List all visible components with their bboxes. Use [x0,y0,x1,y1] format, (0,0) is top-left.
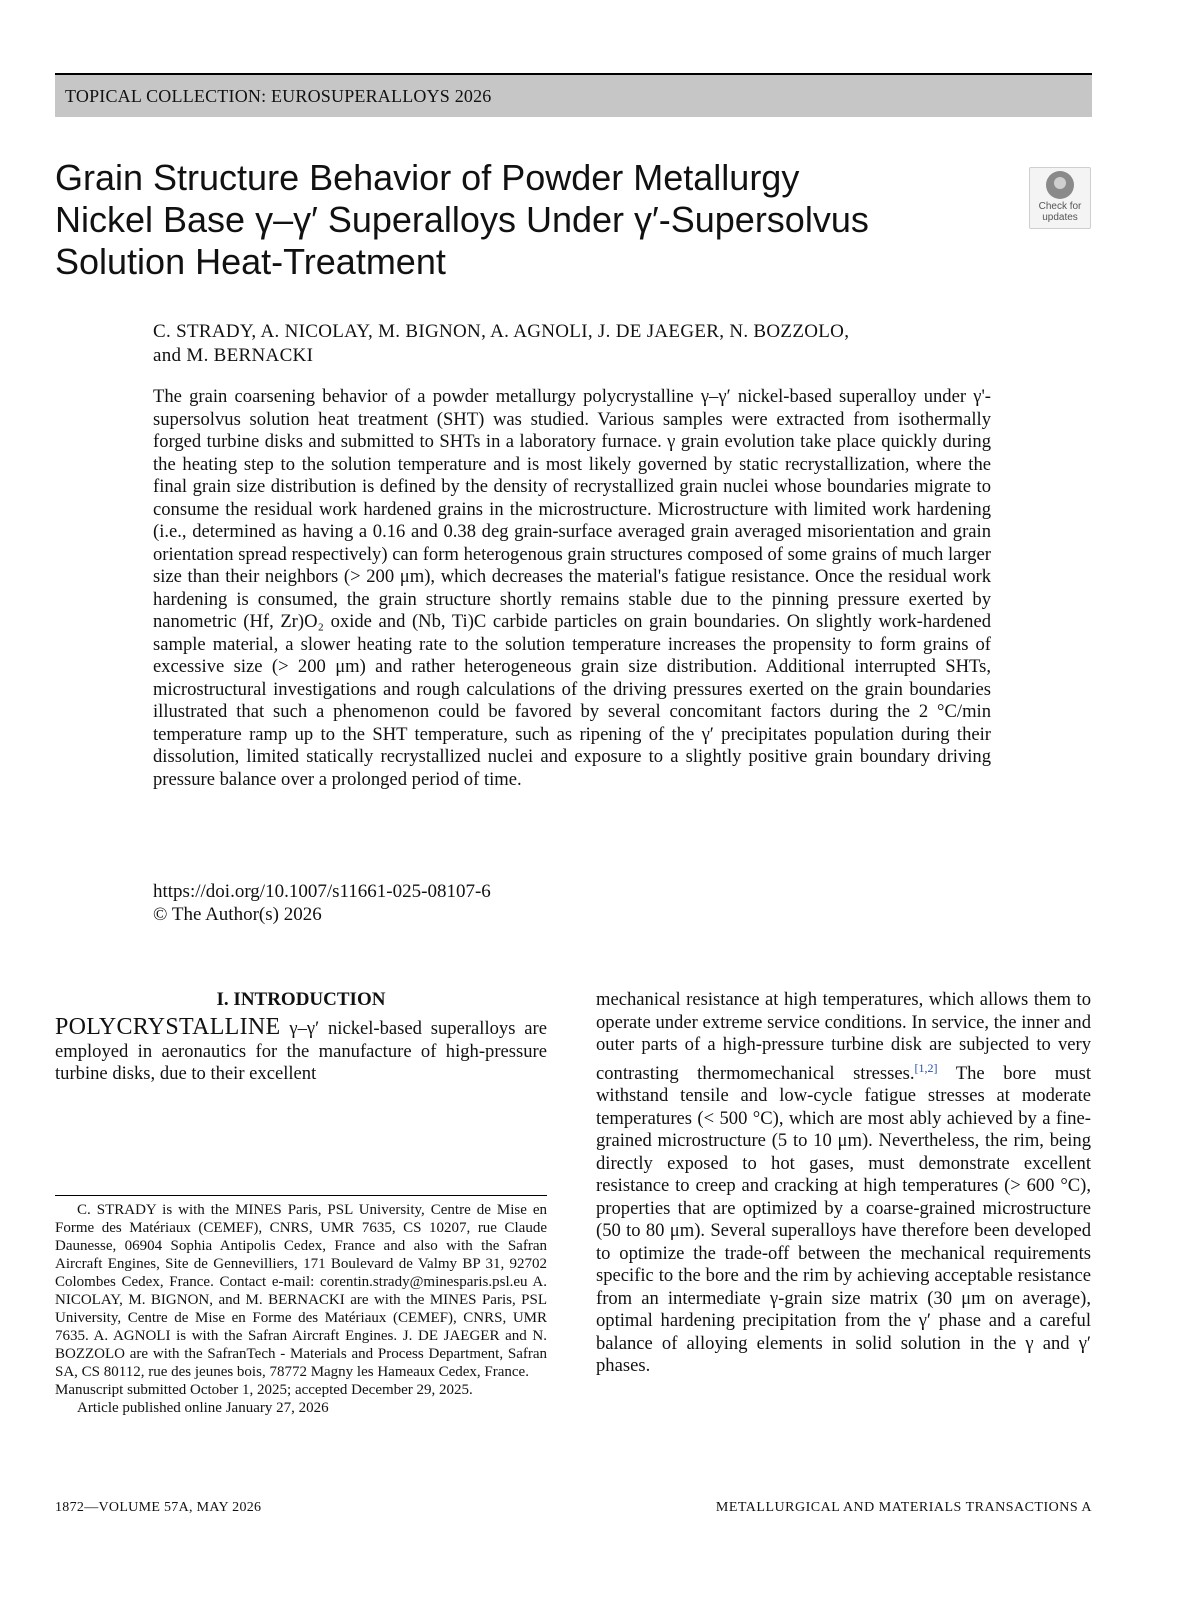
check-updates-icon [1046,171,1074,199]
footnote-affiliations: C. STRADY is with the MINES Paris, PSL University, Centre de Mise en Forme des Matériaux (CEMEF), CNRS, UMR 7635, CS 10207, rue Claude Daunesse, 06904 Sophia Antipolis Cedex, France and also with the Safran Aircraft Engines, Site de Gennevilliers, 171 Boulevard de Valmy BP 31, 92702 Colombes Cedex, France. Contact e-mail: corentin.strady@minesparis.psl.eu A. NICOLAY, M. BIGNON, and M. BERNACKI are with the MINES Paris, PSL University, Centre de Mise en Forme des Matériaux (CEMEF), CNRS, UMR 7635. A. AGNOLI is with the Safran Aircraft Engines. J. DE JAEGER and N. BOZZOLO are with the SafranTech - Materials and Process Department, Safran SA, CS 80112, rue des jeunes bois, 78772 Magny les Hameaux Cedex, France. [55,1202,547,1380]
intro-right-column [596,989,1091,1378]
title-line-2: Nickel Base γ–γ′ Superalloys Under γ′-Supersolvus [55,199,869,240]
title-line-1: Grain Structure Behavior of Powder Metallurgy [55,157,800,198]
footnote-published: Article published online January 27, 2026 [77,1400,329,1416]
footer-volume: 1872—VOLUME 57A, MAY 2026 [55,1500,262,1515]
intro-right-text-b: The bore must withstand tensile and low-cycle fatigue stresses at moderate temperatures (< 500 °C), which are most ably achieved by a fine-grained microstructure (5 to 10 μm). Nevertheless, the rim, being directly exposed to hot gases, must demonstrate excellent resistance to creep and cracking at high temperatures (> 600 °C), properties that are optimized by a coarse-grained microstructure (50 to 80 μm). Several superalloys have therefore been developed to optimize the trade-off between the mechanical requirements specific to the bore and the rim by achieving acceptable resistance from an intermediate γ-grain size matrix (30 μm on average), optimal hardening precipitation from the γ′ phase and a careful balance of alloying elements in solid solution in the γ and γ′ phases. [596,1062,1091,1377]
authors-line-2: and M. BERNACKI [153,345,314,366]
intro-left-column [55,1016,547,1086]
abstract: The grain coarsening behavior of a powder metallurgy polycrystalline γ–γ′ nickel-based superalloy under γ'-supersolvus solution heat treatment (SHT) was studied. Various samples were extracted from isothermally forged turbine disks and submitted to SHTs in a laboratory furnace. γ grain evolution take place quickly during the heating step to the solution temperature and is most likely governed by static recrystallization, where the final grain size distribution is defined by the density of recrystallized grain nuclei whose boundaries migrate to consume the residual work hardened grains in the microstructure. Microstructure with limited work hardening (i.e., determined as having a 0.16 and 0.38 deg grain-surface averaged grain averaged misorientation and grain orientation spread respectively) can form heterogenous grain structures composed of some grains of much larger size than their neighbors (> 200 μm), which decreases the material's fatigue resistance. Once the residual work hardening is consumed, the grain structure shortly remains stable due to the pinning pressure exerted by nanometric (Hf, Zr)O₂ oxide and (Nb, Ti)C carbide particles on grain boundaries. On slightly work-hardened sample material, a slower heating rate to the solution temperature increases the propensity to form grains of excessive size (> 200 μm) and rather heterogeneous grain size distribution. Additional interrupted SHTs, microstructural investigations and rough calculations of the driving pressures exerted on the grain boundaries illustrated that such a phenomenon could be favored by several concomitant factors during the 2 °C/min temperature ramp up to the SHT temperature, such as ripening of the γ′ precipitates population during their dissolution, limited statically recrystallized nuclei and exposure to a slightly positive grain boundary driving pressure balance over a prolonged period of time. [153,386,991,790]
badge-line-1: Check for [1038,201,1082,212]
doi-link[interactable]: https://doi.org/10.1007/s11661-025-08107-6 [153,881,491,902]
footnote-submitted: Manuscript submitted October 1, 2025; accepted December 29, 2025. [55,1382,473,1398]
doi-block [153,880,491,926]
badge-line-2: updates [1042,212,1078,223]
article-title [55,157,935,283]
copyright-notice: © The Author(s) 2026 [153,904,322,925]
banner-text: TOPICAL COLLECTION: EUROSUPERALLOYS 2026 [65,86,492,106]
section-heading-introduction: I. INTRODUCTION [216,989,386,1010]
title-line-3: Solution Heat-Treatment [55,241,446,282]
intro-first-word: POLYCRYSTALLINE [55,1014,281,1040]
affiliation-footnote [55,1201,547,1417]
intro-right-text-a: mechanical resistance at high temperatures, which allows them to operate under extreme service conditions. In service, the inner and outer parts of a high-pressure turbine disk are subjected to very contrasting thermomechanical stresses. [596,989,1091,1084]
topical-collection-banner [55,75,1092,117]
footer-journal: METALLURGICAL AND MATERIALS TRANSACTIONS A [715,1500,1092,1515]
authors-line-1: C. STRADY, A. NICOLAY, M. BIGNON, A. AGNOLI, J. DE JAEGER, N. BOZZOLO, [153,321,850,342]
check-for-updates-badge[interactable] [1029,167,1091,229]
author-list [153,320,1013,368]
intro-left-text: γ–γ′ nickel-based superalloys are employed in aeronautics for the manufacture of high-pressure turbine disks, due to their excellent [55,1018,547,1084]
citation-link[interactable]: [1,2] [914,1060,938,1075]
footnote-divider [55,1195,547,1196]
